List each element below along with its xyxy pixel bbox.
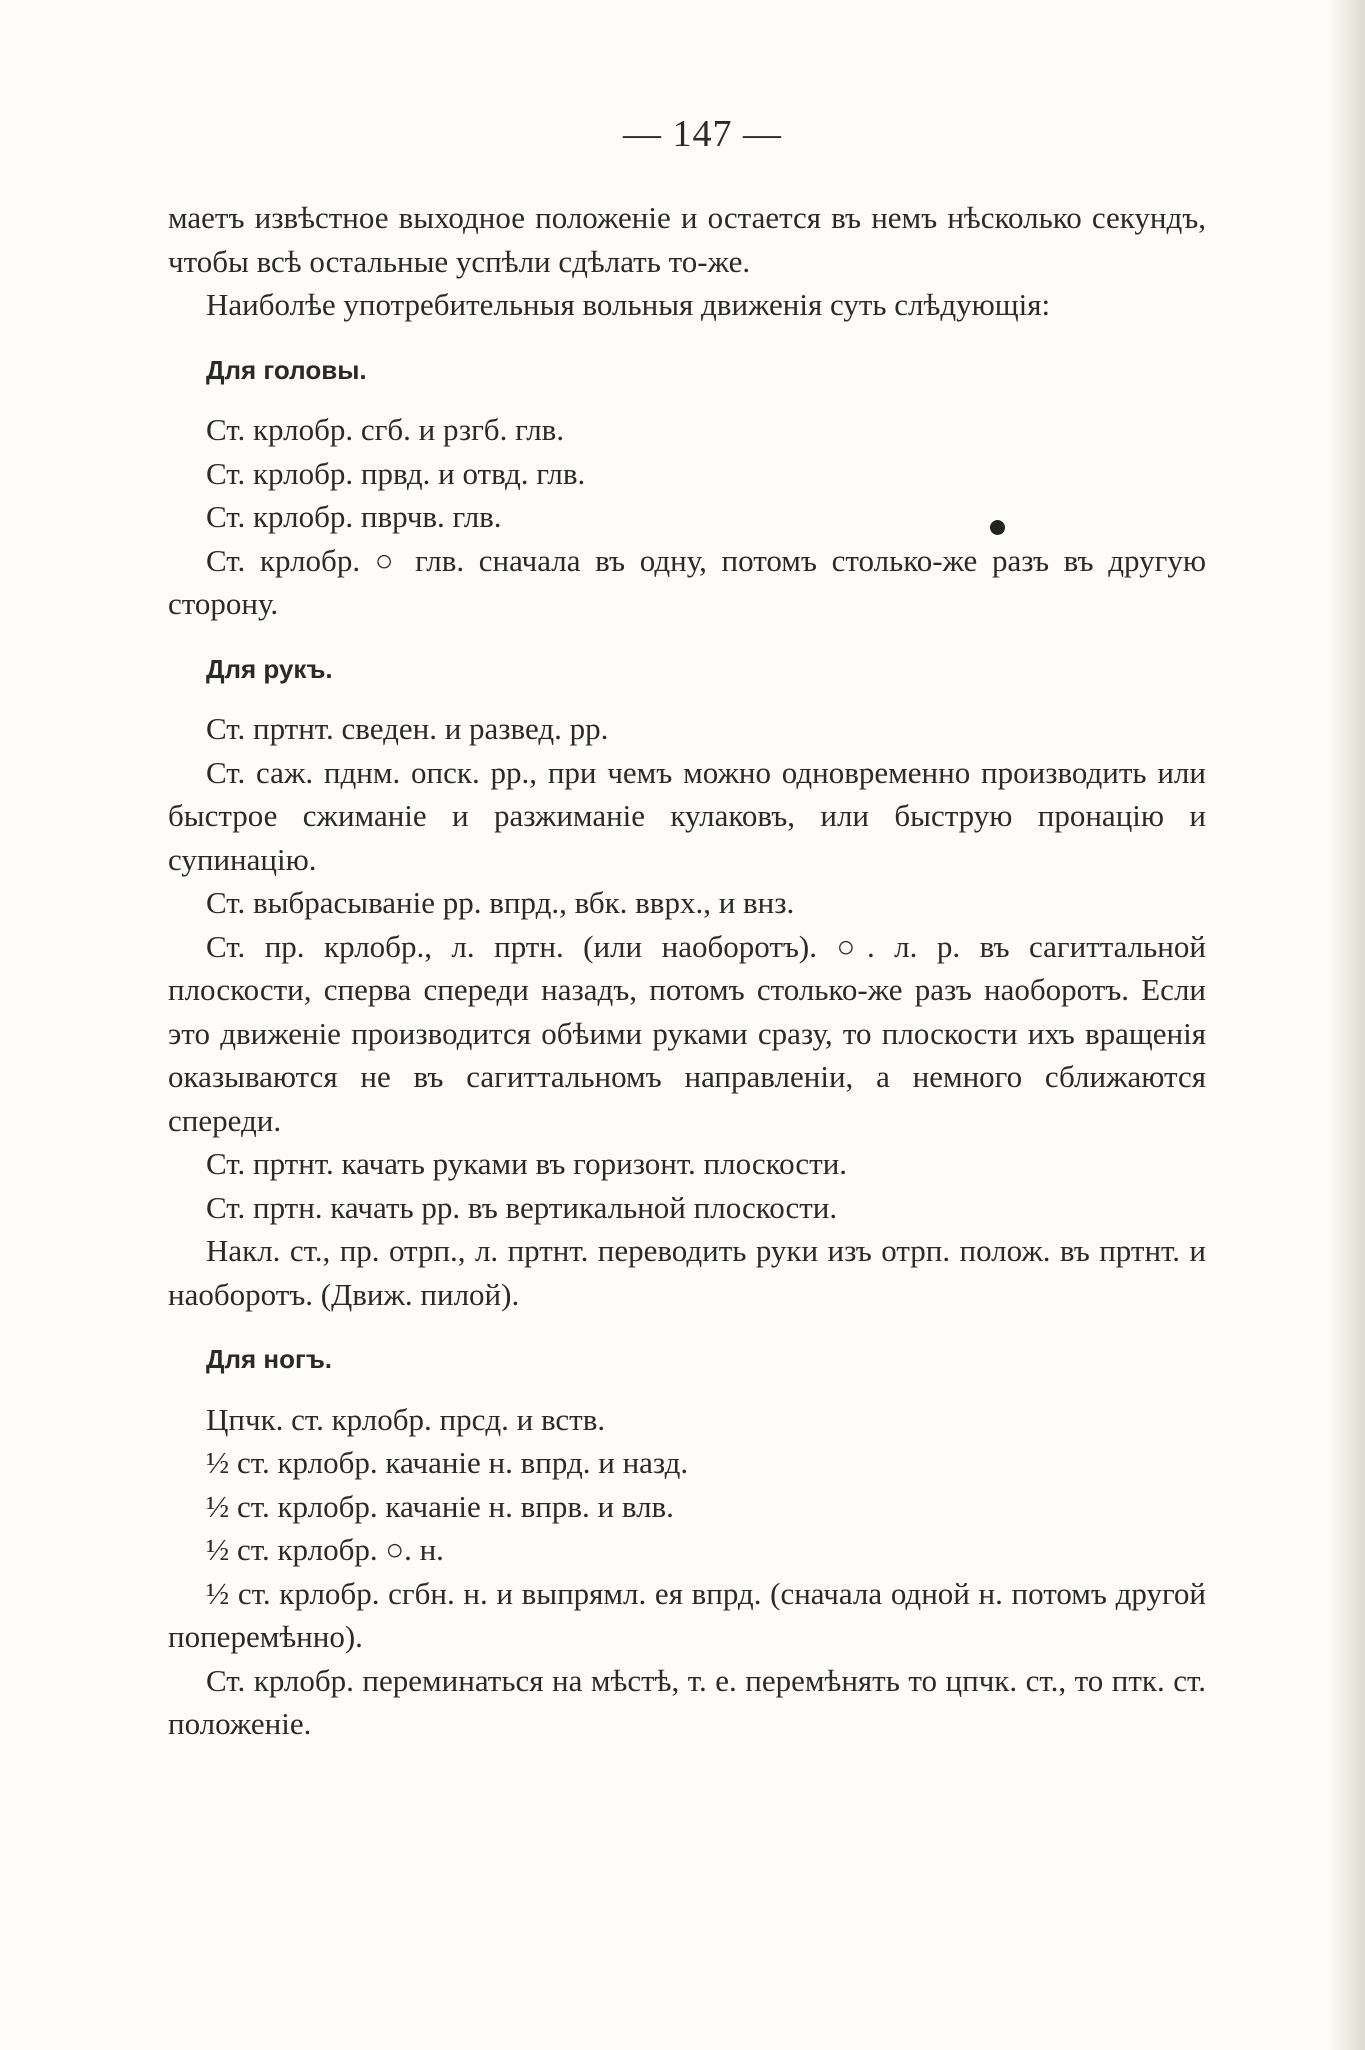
exercise-line: ½ ст. крлобр. ○. н. [206, 1532, 444, 1567]
exercise-line: ½ ст. крлобр. качаніе н. впрд. и назд. [206, 1445, 689, 1480]
section-heading-arms: Для рукъ. [206, 653, 333, 684]
exercise-line: Ст. крлобр. ○ глв. сначала въ одну, потомъ столько-же разъ въ другую сторону. [168, 542, 1206, 621]
exercise-line: Ст. пртн. качать рр. въ вертикальной плоскости. [206, 1189, 838, 1225]
main-text [168, 196, 1206, 1746]
exercise-line: Ст. пртнт. качать руками въ горизонт. плоскости. [206, 1146, 848, 1181]
page-gutter-shadow [1327, 0, 1365, 2050]
exercise-line: Накл. ст., пр. отрп., л. пртнт. переводить руки изъ отрп. полож. въ пртнт. и наоборотъ. (Движ. пилой). [168, 1233, 1206, 1312]
exercise-line: Ст. крлобр. првд. и отвд. глв. [206, 455, 586, 491]
exercise-line: Ст. пр. крлобр., л. пртн. (или наоборотъ). ○. л. р. въ сагиттальной плоскости, сперва спереди назадъ, потомъ столько-же разъ наоборотъ. Если это движеніе производится обѣими руками сразу, то плоскости ихъ вращенія оказываются не въ сагиттальномъ направленіи, а немного сближаются спереди. [168, 928, 1206, 1138]
page-number: — 147 — [623, 113, 782, 155]
intro-paragraph: маетъ извѣстное выходное положеніе и остается въ немъ нѣсколько секундъ, чтобы всѣ остальные успѣли сдѣлать то-же. [168, 200, 1206, 279]
section-heading-legs: Для ногъ. [206, 1344, 333, 1374]
exercise-line: Ст. выбрасываніе рр. впрд., вбк. вврх., и внз. [206, 885, 795, 920]
exercise-line: Ст. крлобр. пврчв. глв. [206, 499, 502, 534]
exercise-line: ½ ст. крлобр. качаніе н. впрв. и влв. [206, 1488, 674, 1524]
exercise-line: Ст. пртнт. сведен. и развед. рр. [206, 711, 609, 746]
exercise-line: Ст. крлобр. переминаться на мѣстѣ, т. е. перемѣнять то цпчк. ст., то птк. ст. положеніе. [168, 1662, 1206, 1741]
exercise-line: Ст. крлобр. сгб. и рзгб. глв. [206, 412, 565, 447]
section-heading-head: Для головы. [206, 354, 367, 385]
exercise-line: ½ ст. крлобр. сгбн. н. и выпрямл. ея впрд. (сначала одной н. потомъ другой поперемѣнно). [168, 1575, 1206, 1654]
exercise-line: Цпчк. ст. крлобр. прсд. и вств. [206, 1401, 606, 1437]
intro-paragraph: Наиболѣе употребительныя вольныя движенія суть слѣдующія: [206, 287, 1051, 322]
exercise-line: Ст. саж. пднм. опск. рр., при чемъ можно одновременно производить или быстрое сжиманіе и разжиманіе кулаковъ, или быструю пронацію и супинацію. [168, 754, 1206, 877]
